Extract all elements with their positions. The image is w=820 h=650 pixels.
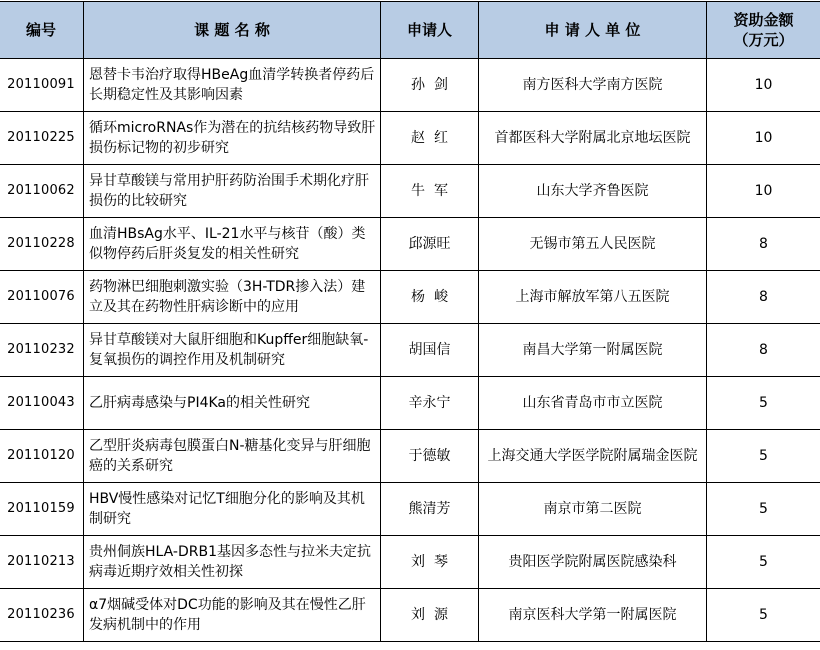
cell-unit: 上海市解放军第八五医院 [479, 271, 707, 324]
cell-title: HBV慢性感染对记忆T细胞分化的影响及其机制研究 [84, 483, 381, 536]
cell-amount: 5 [707, 430, 820, 483]
cell-unit: 山东大学齐鲁医院 [479, 165, 707, 218]
cell-id: 20110159 [0, 483, 84, 536]
cell-unit: 首都医科大学附属北京地坛医院 [479, 112, 707, 165]
cell-amount: 10 [707, 165, 820, 218]
cell-applicant: 熊清芳 [381, 483, 479, 536]
cell-id: 20110236 [0, 589, 84, 642]
table-row [0, 218, 820, 271]
cell-title: 乙型肝炎病毒包膜蛋白N-糖基化变异与肝细胞癌的关系研究 [84, 430, 381, 483]
header-row [0, 2, 820, 59]
cell-unit: 南昌大学第一附属医院 [479, 324, 707, 377]
cell-id: 20110062 [0, 165, 84, 218]
header-unit: 申 请 人 单 位 [479, 2, 707, 59]
cell-unit: 南京市第二医院 [479, 483, 707, 536]
cell-applicant: 赵 红 [381, 112, 479, 165]
cell-amount: 5 [707, 589, 820, 642]
cell-unit: 南京医科大学第一附属医院 [479, 589, 707, 642]
cell-title: 循环microRNAs作为潜在的抗结核药物导致肝损伤标记物的初步研究 [84, 112, 381, 165]
cell-title: 异甘草酸镁与常用护肝药防治围手术期化疗肝损伤的比较研究 [84, 165, 381, 218]
cell-amount: 8 [707, 218, 820, 271]
cell-unit: 无锡市第五人民医院 [479, 218, 707, 271]
cell-amount: 10 [707, 112, 820, 165]
cell-id: 20110076 [0, 271, 84, 324]
cell-id: 20110213 [0, 536, 84, 589]
header-id: 编号 [0, 2, 84, 59]
cell-title: 贵州侗族HLA-DRB1基因多态性与拉米夫定抗病毒近期疗效相关性初探 [84, 536, 381, 589]
cell-amount: 5 [707, 377, 820, 430]
table-row [0, 271, 820, 324]
cell-title: 恩替卡韦治疗取得HBeAg血清学转换者停药后长期稳定性及其影响因素 [84, 59, 381, 112]
funding-table [0, 1, 820, 642]
header-applicant: 申请人 [381, 2, 479, 59]
cell-amount: 5 [707, 536, 820, 589]
cell-applicant: 胡国信 [381, 324, 479, 377]
cell-applicant: 辛永宁 [381, 377, 479, 430]
header-title: 课 题 名 称 [84, 2, 381, 59]
cell-applicant: 孙 剑 [381, 59, 479, 112]
cell-title: 药物淋巴细胞刺激实验（3H-TDR掺入法）建立及其在药物性肝病诊断中的应用 [84, 271, 381, 324]
header-amount-line2: （万元） [733, 31, 794, 49]
cell-amount: 8 [707, 271, 820, 324]
cell-applicant: 邱源旺 [381, 218, 479, 271]
cell-unit: 上海交通大学医学院附属瑞金医院 [479, 430, 707, 483]
cell-id: 20110120 [0, 430, 84, 483]
cell-unit: 南方医科大学南方医院 [479, 59, 707, 112]
cell-id: 20110091 [0, 59, 84, 112]
cell-applicant: 杨 峻 [381, 271, 479, 324]
cell-title: 异甘草酸镁对大鼠肝细胞和Kupffer细胞缺氧-复氧损伤的调控作用及机制研究 [84, 324, 381, 377]
cell-applicant: 刘 琴 [381, 536, 479, 589]
cell-id: 20110225 [0, 112, 84, 165]
header-amount [707, 2, 820, 59]
cell-amount: 8 [707, 324, 820, 377]
cell-amount: 5 [707, 483, 820, 536]
cell-applicant: 牛 军 [381, 165, 479, 218]
cell-applicant: 刘 源 [381, 589, 479, 642]
cell-amount: 10 [707, 59, 820, 112]
header-amount-line1: 资助金额 [733, 11, 794, 29]
cell-title: 血清HBsAg水平、IL-21水平与核苷（酸）类似物停药后肝炎复发的相关性研究 [84, 218, 381, 271]
cell-applicant: 于德敏 [381, 430, 479, 483]
cell-id: 20110228 [0, 218, 84, 271]
cell-unit: 贵阳医学院附属医院感染科 [479, 536, 707, 589]
table-row [0, 324, 820, 377]
table-row [0, 112, 820, 165]
table-row [0, 59, 820, 112]
cell-id: 20110232 [0, 324, 84, 377]
cell-title: α7烟碱受体对DC功能的影响及其在慢性乙肝发病机制中的作用 [84, 589, 381, 642]
table-row [0, 430, 820, 483]
table-row [0, 165, 820, 218]
cell-id: 20110043 [0, 377, 84, 430]
cell-title: 乙肝病毒感染与PI4Ka的相关性研究 [84, 377, 381, 430]
table-row [0, 483, 820, 536]
table-row [0, 589, 820, 642]
table-row [0, 377, 820, 430]
table-row [0, 536, 820, 589]
cell-unit: 山东省青岛市市立医院 [479, 377, 707, 430]
